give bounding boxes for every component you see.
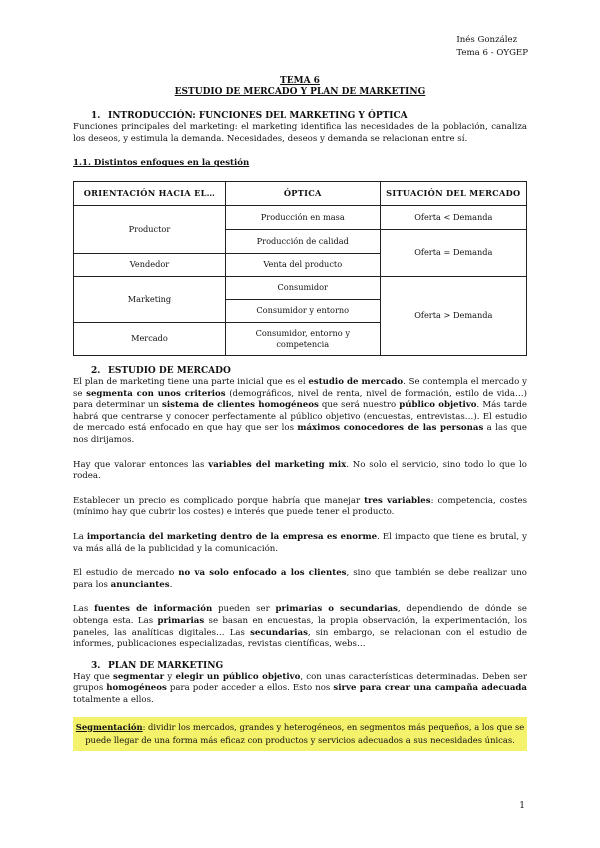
bold-run: segmenta con unos criterios (86, 388, 226, 399)
text-run: . El impacto que tiene es brutal, y va más allá de la publicidad y la comunicación. (73, 532, 527, 554)
table-cell: Consumidor y entorno (225, 299, 380, 322)
table-cell: Oferta > Demanda (380, 276, 526, 355)
document-title (0, 76, 600, 98)
page-header (456, 34, 528, 60)
table-row (74, 276, 527, 299)
table-cell: Oferta < Demanda (380, 205, 526, 229)
table-cell: Vendedor (74, 253, 226, 276)
bold-run: segmentar (113, 671, 165, 682)
bold-run: no va solo enfocado a los clientes (178, 568, 347, 579)
bold-run: Segmentación (75, 721, 143, 732)
bold-run: primarias o secundarias (275, 604, 398, 615)
section-1-heading (73, 110, 527, 122)
approaches-table (73, 181, 527, 356)
text-run: , dependiendo de dónde se obtenga esta. Las (73, 604, 527, 626)
market-study-paragraph-1 (73, 377, 527, 447)
text-run: (demográficos, nivel de renta, nivel de formación, estilo de vida…) para determinar un (73, 388, 527, 411)
text-run: , sino que también se debe realizar uno para los (73, 568, 527, 590)
subsection-1-1-heading: 1.1. Distintos enfoques en la gestión (73, 158, 250, 169)
market-study-paragraph-5 (73, 568, 527, 591)
section-number: 2. (91, 365, 101, 376)
text-run: . (169, 579, 173, 590)
section-title: ESTUDIO DE MERCADO (108, 365, 231, 376)
table-cell: Mercado (74, 322, 226, 355)
section-1-text: Funciones principales del marketing: el marketing identifica las necesidades de la población, canaliza los deseos, y estimula la demanda. Necesidades, deseos y demanda se relacionan entre sí. (73, 122, 527, 144)
text-run: , con unas características determinadas. Deben ser grupos (73, 671, 527, 694)
bold-run: fuentes de información (94, 604, 213, 615)
text-run: pueden ser (212, 604, 276, 615)
author-name: Inés González (456, 35, 518, 45)
bold-run: elegir un público objetivo (175, 671, 301, 682)
market-study-paragraph-2 (73, 460, 527, 483)
market-study-paragraph-6 (73, 604, 527, 650)
text-run: . Se contempla el mercado y se (73, 377, 527, 399)
bold-run: sirve para crear una campaña adecuada (333, 683, 528, 694)
text-run: : dividir los mercados, grandes y heterogéneos, en segmentos más pequeños, a los que se puede llegar de una forma más eficaz con productos y servicios adecuados a sus necesidades únicas. (85, 721, 525, 745)
table-cell: Producción en masa (225, 205, 380, 229)
text-run: Hay que (73, 671, 113, 682)
table-header: SITUACIÓN DEL MERCADO (380, 181, 526, 205)
section-2-heading (73, 365, 527, 377)
section-3-heading (73, 660, 527, 672)
text-run: totalmente a ellos. (73, 695, 154, 706)
bold-run: variables del marketing mix (208, 459, 347, 470)
text-run: El plan de marketing tiene una parte inicial que es el (73, 377, 309, 388)
title-line-2: ESTUDIO DE MERCADO Y PLAN DE MARKETING (174, 87, 426, 97)
text-run: a las que nos dirijamos. (73, 423, 527, 446)
section-number: 3. (91, 660, 101, 671)
table-cell: Producción de calidad (225, 229, 380, 253)
text-run: La (73, 532, 87, 542)
table-header: ÓPTICA (225, 181, 380, 205)
table-header: ORIENTACIÓN HACIA EL… (74, 181, 226, 205)
bold-run: anunciantes (110, 579, 170, 590)
subject-label: Tema 6 - OYGEP (456, 48, 528, 58)
page-number: 1 (519, 801, 525, 811)
text-run: . Más tarde habrá que centrarse y conocer perfectamente al público objetivo (encuestas, entrevistas…). El estudio de mercado está enfocado en que hay que ser los (73, 400, 527, 434)
bold-run: tres variables (364, 495, 431, 506)
table-cell: Consumidor, entorno y competencia (225, 322, 380, 355)
bold-run: máximos conocedores de las personas (297, 423, 484, 434)
market-study-paragraph-3 (73, 496, 527, 519)
bold-run: secundarias (250, 627, 308, 638)
table-cell: Venta del producto (225, 253, 380, 276)
document-body (73, 110, 527, 751)
text-run: El estudio de mercado (73, 568, 179, 579)
bold-run: estudio de mercado (308, 377, 404, 388)
text-run: que será nuestro (318, 400, 400, 411)
text-run: . No solo el servicio, sino todo lo que lo rodea. (73, 459, 527, 482)
bold-run: sistema de clientes homogéneos (162, 400, 319, 411)
table-cell: Productor (74, 205, 226, 253)
table-row (74, 205, 527, 229)
text-run: , sin embargo, se relacionan con el estudio de informes, publicaciones especializadas, revistas científicas, webs… (73, 627, 527, 650)
table-header-row (74, 181, 527, 205)
section-number: 1. (91, 111, 101, 121)
text-run: Establecer un precio es complicado porque habría que manejar (73, 495, 365, 506)
bold-run: público objetivo (399, 400, 477, 411)
text-run: Las (73, 604, 95, 615)
title-line-1: TEMA 6 (280, 76, 320, 86)
table-cell: Marketing (74, 276, 226, 322)
text-run: para poder acceder a ellos. Esto nos (166, 683, 334, 694)
bold-run: importancia del marketing dentro de la empresa es enorme (86, 532, 378, 542)
bold-run: homogéneos (106, 683, 167, 694)
market-study-paragraph-4 (73, 532, 527, 555)
text-run: se basan en encuestas, la propia observación, la experimentación, los paneles, las analíticas digitales… Las (73, 615, 527, 638)
bold-run: primarias (157, 615, 205, 626)
text-run: : competencia, costes (mínimo hay que cubrir los costes) e interés que puede tener el producto. (73, 495, 528, 518)
text-run: Hay que valorar entonces las (73, 459, 209, 470)
text-run: y (164, 671, 176, 682)
section-title: PLAN DE MARKETING (108, 660, 224, 671)
table-cell: Oferta = Demanda (380, 229, 526, 276)
marketing-plan-paragraph (73, 672, 527, 707)
table-cell: Consumidor (225, 276, 380, 299)
segmentation-highlight-box (73, 717, 527, 751)
section-title: INTRODUCCIÓN: FUNCIONES DEL MARKETING Y ÓPTICA (108, 111, 408, 121)
